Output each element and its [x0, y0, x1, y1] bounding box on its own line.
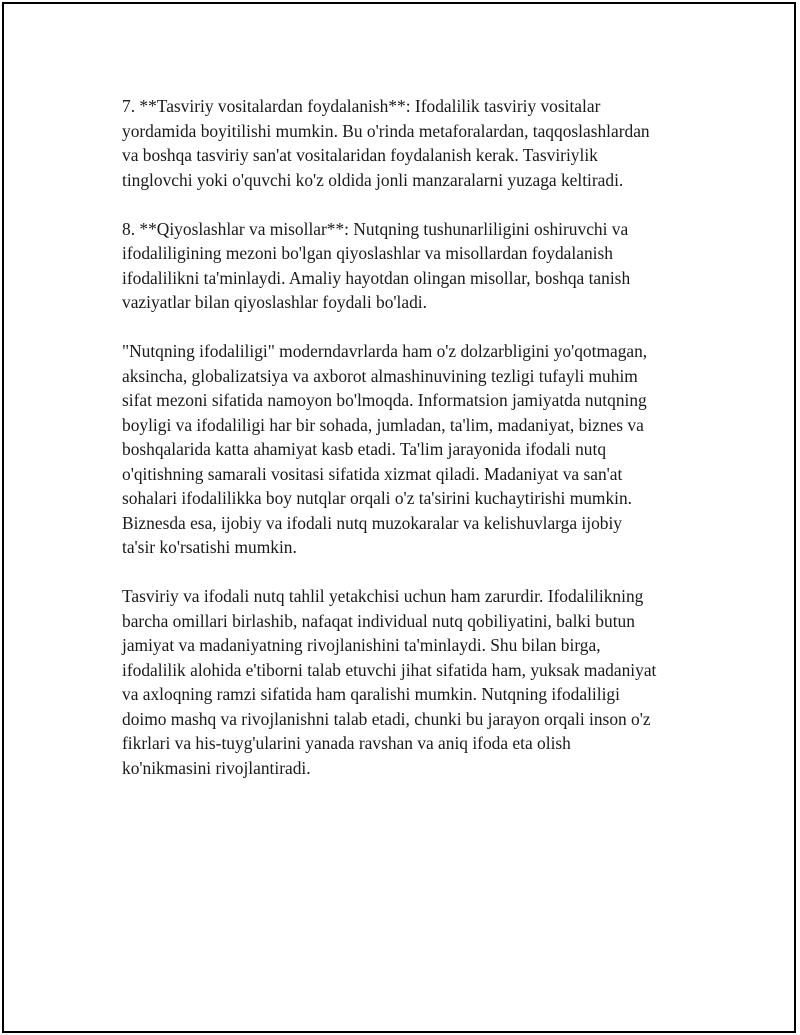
paragraph-tasviriy-vositalar [122, 94, 702, 192]
text-line: jamiyat va madaniyatning rivojlanishini ta'minlaydi. Shu bilan birga, [122, 635, 601, 655]
text-line: ifodaliligining mezoni bo'lgan qiyoslashlar va misollardan foydalanish [122, 243, 613, 263]
paragraph-tasviriy-ifodali-nutq [122, 584, 702, 780]
document-body [122, 94, 702, 805]
text-line: barcha omillari birlashib, nafaqat individual nutq qobiliyatini, balki butun [122, 610, 635, 631]
text-line: Biznesda esa, ijobiy va ifodali nutq muzokaralar va kelishuvlarga ijobiy [122, 512, 623, 533]
text-line: "Nutqning ifodaliligi" moderndavrlarda ham o'z dolzarbligini yo'qotmagan, [122, 341, 648, 361]
text-line: fikrlari va his-tuyg'ularini yanada ravshan va aniq ifoda eta olish [122, 733, 571, 753]
paragraph-qiyoslashlar [122, 217, 702, 315]
text-line: doimo mashq va rivojlanishni talab etadi, chunki bu jarayon orqali inson o'z [122, 708, 651, 729]
text-line: ifodalilik alohida e'tiborni talab etuvchi jihat sifatida ham, yuksak madaniyat [122, 659, 657, 680]
text-line: ifodalilikni ta'minlaydi. Amaliy hayotdan olingan misollar, boshqa tanish [122, 267, 631, 288]
text-line: 7. **Tasviriy vositalardan foydalanish**: Ifodalilik tasviriy vositalar [122, 96, 601, 116]
text-line: boyligi va ifodaliligi har bir sohada, jumladan, ta'lim, madaniyat, biznes va [122, 414, 644, 435]
paragraph-nutq-ifodaliligi [122, 339, 702, 560]
text-line: vaziyatlar bilan qiyoslashlar foydali bo'ladi. [122, 292, 427, 312]
text-line: ta'sir ko'rsatishi mumkin. [122, 537, 297, 557]
text-line: Tasviriy va ifodali nutq tahlil yetakchisi uchun ham zarurdir. Ifodalilikning [122, 586, 644, 606]
text-line: 8. **Qiyoslashlar va misollar**: Nutqning tushunarliligini oshiruvchi va [122, 218, 629, 239]
text-line: aksincha, globalizatsiya va axborot almashinuvining tezligi tufayli muhim [122, 365, 638, 386]
text-line: yordamida boyitilishi mumkin. Bu o'rinda metaforalardan, taqqoslashlardan [122, 120, 650, 141]
text-line: o'qitishning samarali vositasi sifatida xizmat qiladi. Madaniyat va san'at [122, 463, 623, 484]
text-line: va boshqa tasviriy san'at vositalaridan foydalanish kerak. Tasviriylik [122, 145, 598, 165]
text-line: sohalari ifodalilikka boy nutqlar orqali o'z ta'sirini kuchaytirishi mumkin. [122, 488, 633, 508]
text-line: ko'nikmasini rivojlantiradi. [122, 757, 311, 778]
text-line: va axloqning ramzi sifatida ham qaralishi mumkin. Nutqning ifodaliligi [122, 684, 620, 704]
text-line: sifat mezoni sifatida namoyon bo'lmoqda. Informatsion jamiyatda nutqning [122, 390, 647, 410]
page-frame [2, 2, 796, 1033]
text-line: tinglovchi yoki o'quvchi ko'z oldida jonli manzaralarni yuzaga keltiradi. [122, 169, 624, 190]
text-line: boshqalarida katta ahamiyat kasb etadi. Ta'lim jarayonida ifodali nutq [122, 439, 607, 459]
